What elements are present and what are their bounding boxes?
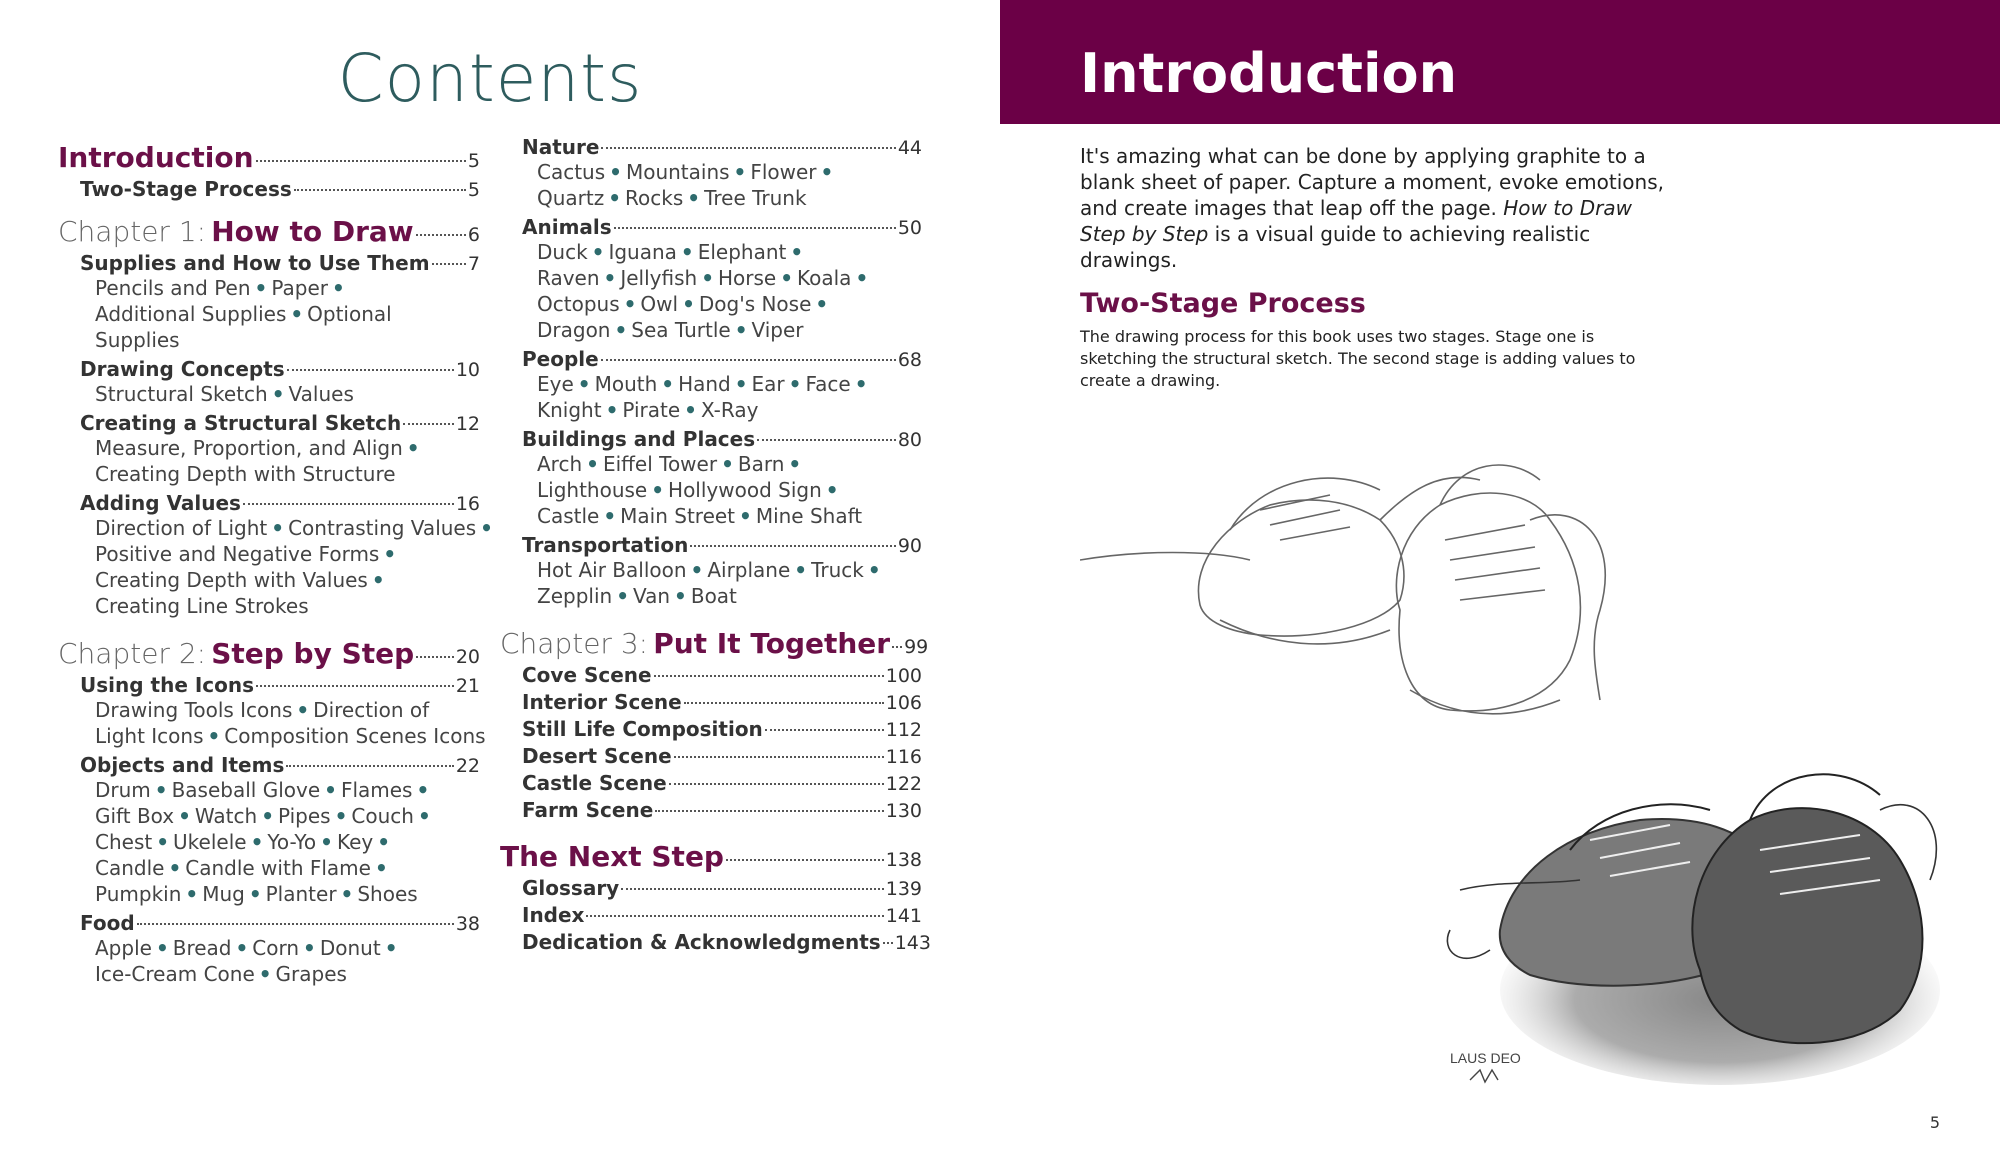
toc-subtopic: Creating Depth with Structure xyxy=(95,462,396,486)
toc-subtopics xyxy=(500,371,922,423)
toc-subtopic: Owl xyxy=(640,292,679,316)
bullet-icon: • xyxy=(682,292,695,316)
toc-subtopic: Contrasting Values xyxy=(288,516,477,540)
toc-subtopic-line xyxy=(95,803,480,829)
bullet-icon: • xyxy=(235,936,249,960)
toc-subtopics xyxy=(58,697,486,749)
toc-subtopic: Drawing Tools Icons xyxy=(95,698,293,722)
toc-subtopic: Quartz xyxy=(537,186,605,210)
toc-subtopic: Castle xyxy=(537,504,600,528)
toc-subtopic: Hot Air Balloon xyxy=(537,558,687,582)
toc-subtopic: Hollywood Sign xyxy=(668,478,822,502)
bullet-icon: • xyxy=(734,318,748,342)
toc-subtopic-line xyxy=(537,185,922,211)
toc-entry-introduction[interactable]: Introduction 5 xyxy=(58,141,480,174)
bullet-icon: • xyxy=(384,936,398,960)
toc-entry-people[interactable]: People 68 xyxy=(522,347,922,371)
toc-entry-end-matter[interactable] xyxy=(500,876,922,900)
toc-subtopic-line xyxy=(95,777,480,803)
toc-subtopic: Main Street xyxy=(620,504,736,528)
toc-subtopic: Chest xyxy=(95,830,153,854)
toc-subtopic: Candle xyxy=(95,856,165,880)
toc-subtopic-line xyxy=(537,477,922,503)
bullet-icon: • xyxy=(687,186,701,210)
bullet-icon: • xyxy=(794,558,808,582)
bullet-icon: • xyxy=(739,504,752,528)
bullet-icon: • xyxy=(371,568,385,592)
toc-entry-label: Dedication & Acknowledgments xyxy=(522,930,881,954)
toc-entry-scene[interactable] xyxy=(500,663,922,687)
bullet-icon: • xyxy=(820,160,834,184)
toc-subtopic: Ice-Cream Cone xyxy=(95,962,255,986)
bullet-icon: • xyxy=(616,584,629,608)
bullet-icon: • xyxy=(721,452,734,476)
toc-entry-page: 116 xyxy=(885,746,922,768)
toc-subtopic-line xyxy=(537,291,922,317)
toc-subtopic: Knight xyxy=(537,398,602,422)
toc-subtopic: Ukelele xyxy=(173,830,247,854)
bullet-icon: • xyxy=(261,804,274,828)
bullet-icon: • xyxy=(334,804,348,828)
bullet-icon: • xyxy=(303,936,316,960)
toc-subtopic: Dog's Nose xyxy=(698,292,812,316)
toc-entry-end-matter[interactable] xyxy=(500,930,931,954)
toc-entry-objects[interactable]: Objects and Items 22 xyxy=(80,753,480,777)
bullet-icon: • xyxy=(586,452,599,476)
bullet-icon: • xyxy=(854,372,868,396)
page-number: 5 xyxy=(1929,1113,1940,1132)
toc-entry-label: Still Life Composition xyxy=(522,717,763,741)
bullet-icon: • xyxy=(271,382,285,406)
bullet-icon: • xyxy=(623,292,637,316)
toc-subtopic: Shoes xyxy=(357,882,418,906)
toc-subtopic: Horse xyxy=(717,266,777,290)
toc-subtopic: Ear xyxy=(751,372,785,396)
toc-column-2 xyxy=(500,135,931,954)
toc-subtopic-line xyxy=(95,275,480,301)
toc-subtopic-line xyxy=(537,265,922,291)
bullet-icon: • xyxy=(207,724,221,748)
toc-subtopic-line xyxy=(95,515,493,541)
bullet-icon: • xyxy=(701,266,714,290)
toc-entry-page: 112 xyxy=(885,719,922,741)
bullet-icon: • xyxy=(331,276,345,300)
toc-subtopic: Values xyxy=(288,382,354,406)
toc-subtopic-line xyxy=(537,557,922,583)
toc-subtopic-line xyxy=(537,397,922,423)
toc-subtopic: Truck xyxy=(811,558,864,582)
toc-subtopic-line xyxy=(95,697,480,723)
bullet-icon: • xyxy=(733,160,747,184)
bullet-icon: • xyxy=(614,318,628,342)
toc-entry-page: 106 xyxy=(885,692,922,714)
bullet-icon: • xyxy=(609,160,622,184)
toc-subtopic: Supplies xyxy=(95,328,180,352)
toc-subtopic: Candle with Flame xyxy=(185,856,371,880)
bullet-icon: • xyxy=(296,698,310,722)
toc-subtopic: Structural Sketch xyxy=(95,382,268,406)
bullet-icon: • xyxy=(605,398,619,422)
toc-subtopic: Airplane xyxy=(707,558,791,582)
structural-sketch-shoes xyxy=(1080,465,1605,714)
toc-entry-label: Farm Scene xyxy=(522,798,654,822)
toc-subtopic: Gift Box xyxy=(95,804,175,828)
bullet-icon: • xyxy=(788,372,802,396)
toc-subtopic: Direction of xyxy=(313,698,430,722)
toc-entry-next-step[interactable]: The Next Step 138 xyxy=(500,840,922,873)
toc-subtopics xyxy=(58,435,480,487)
toc-subtopics xyxy=(500,451,922,529)
bullet-icon: • xyxy=(324,778,337,802)
toc-subtopic: Composition Scenes Icons xyxy=(224,724,486,748)
artist-signature xyxy=(1450,1050,1521,1082)
section-paragraph: The drawing process for this book uses two stages. Stage one is sketching the structural sketch. The second stage is adding values to create a drawing. xyxy=(1080,327,1636,390)
bullet-icon: • xyxy=(178,804,191,828)
toc-subtopic-line xyxy=(95,567,480,593)
toc-subtopic-line xyxy=(95,301,480,327)
toc-subtopic: Pipes xyxy=(277,804,331,828)
bullet-icon: • xyxy=(320,830,333,854)
toc-subtopic: Additional Supplies xyxy=(95,302,287,326)
toc-entry-buildings[interactable]: Buildings and Places 80 xyxy=(522,427,922,451)
toc-subtopic: Pirate xyxy=(622,398,681,422)
toc-end-matter-list xyxy=(500,876,931,954)
toc-subtopic-line xyxy=(537,451,922,477)
bullet-icon: • xyxy=(867,558,881,582)
toc-subtopic: Dragon xyxy=(537,318,611,342)
bullet-icon: • xyxy=(168,856,182,880)
bullet-icon: • xyxy=(674,584,687,608)
bullet-icon: • xyxy=(254,276,268,300)
toc-entry-label: Glossary xyxy=(522,876,620,900)
toc-subtopics xyxy=(58,275,480,353)
bullet-icon: • xyxy=(825,478,839,502)
toc-subtopic: Iguana xyxy=(608,240,677,264)
toc-subtopic: Couch xyxy=(351,804,414,828)
toc-subtopics xyxy=(58,515,493,619)
bullet-icon: • xyxy=(250,830,264,854)
bullet-icon: • xyxy=(790,240,804,264)
toc-entry-transportation[interactable]: Transportation 90 xyxy=(522,533,922,557)
toc-subtopic: Boat xyxy=(690,584,737,608)
toc-subtopic-line xyxy=(95,381,480,407)
toc-subtopic: Eye xyxy=(537,372,574,396)
toc-subtopic-line xyxy=(95,327,480,353)
toc-entry-label: Desert Scene xyxy=(522,744,672,768)
toc-subtopic: Zepplin xyxy=(537,584,613,608)
toc-subtopic: Flames xyxy=(340,778,413,802)
bullet-icon: • xyxy=(155,936,169,960)
toc-subtopic: Tree Trunk xyxy=(704,186,807,210)
toc-entry-scene[interactable] xyxy=(500,771,922,795)
toc-subtopic: Mine Shaft xyxy=(755,504,863,528)
toc-subtopic-line xyxy=(537,583,922,609)
bullet-icon: • xyxy=(591,240,605,264)
toc-entry-supplies[interactable]: Supplies and How to Use Them 7 xyxy=(80,251,480,275)
bullet-icon: • xyxy=(258,962,272,986)
toc-entry-label: Index xyxy=(522,903,585,927)
bullet-icon: • xyxy=(577,372,591,396)
toc-subtopic-line xyxy=(537,371,922,397)
toc-subtopic-line xyxy=(537,239,922,265)
toc-subtopic: Flower xyxy=(750,160,817,184)
toc-entry-scene[interactable] xyxy=(500,798,922,822)
bullet-icon: • xyxy=(271,516,285,540)
bullet-icon: • xyxy=(185,882,199,906)
toc-subtopic: Pumpkin xyxy=(95,882,182,906)
toc-entry-end-matter[interactable] xyxy=(500,903,922,927)
contents-title: Contents xyxy=(337,40,643,117)
toc-subtopic: X-Ray xyxy=(700,398,759,422)
toc-subtopic-line xyxy=(95,541,480,567)
bullet-icon: • xyxy=(377,830,391,854)
toc-subtopics xyxy=(500,557,922,609)
toc-chapter-3[interactable]: Chapter 3: Put It Together 99 xyxy=(500,627,929,660)
toc-subtopic-line xyxy=(95,829,480,855)
toc-subtopic: Mountains xyxy=(625,160,730,184)
toc-entry-page: 100 xyxy=(885,665,922,687)
toc-chapter-3-list xyxy=(500,663,922,822)
bullet-icon: • xyxy=(651,478,665,502)
toc-entry-page: 141 xyxy=(885,905,922,927)
bullet-icon: • xyxy=(780,266,794,290)
bullet-icon: • xyxy=(684,398,697,422)
bullet-icon: • xyxy=(416,778,430,802)
toc-subtopic: Hand xyxy=(678,372,731,396)
toc-subtopic-line xyxy=(95,881,480,907)
toc-subtopic: Octopus xyxy=(537,292,620,316)
toc-subtopic: Optional xyxy=(307,302,392,326)
toc-entry-page: 143 xyxy=(894,932,931,954)
toc-subtopic: Planter xyxy=(265,882,337,906)
toc-subtopic-line xyxy=(95,855,480,881)
toc-subtopic: Baseball Glove xyxy=(171,778,321,802)
bullet-icon: • xyxy=(290,302,304,326)
toc-entry-scene[interactable] xyxy=(500,744,922,768)
bullet-icon: • xyxy=(603,266,617,290)
toc-subtopic: Viper xyxy=(751,318,804,342)
bullet-icon: • xyxy=(417,804,431,828)
toc-subtopic: Measure, Proportion, and Align xyxy=(95,436,403,460)
toc-entry-scene[interactable] xyxy=(500,690,922,714)
bullet-icon: • xyxy=(406,436,420,460)
toc-subtopic-line xyxy=(95,435,480,461)
toc-subtopic: Key xyxy=(336,830,374,854)
toc-subtopic: Mouth xyxy=(594,372,658,396)
toc-subtopic-line xyxy=(95,593,480,619)
toc-subtopic: Raven xyxy=(537,266,600,290)
toc-subtopic: Van xyxy=(632,584,671,608)
introduction-page xyxy=(1000,0,2000,1176)
bullet-icon: • xyxy=(603,504,617,528)
toc-subtopic: Grapes xyxy=(275,962,347,986)
shoes-drawing xyxy=(1080,410,1960,1110)
toc-subtopic-line xyxy=(95,961,480,987)
svg-text:LAUS DEO: LAUS DEO xyxy=(1450,1050,1521,1066)
toc-subtopic: Donut xyxy=(319,936,381,960)
toc-column-1 xyxy=(58,135,493,991)
toc-entry-structural-sketch[interactable]: Creating a Structural Sketch 12 xyxy=(80,411,480,435)
toc-subtopic: Barn xyxy=(737,452,785,476)
toc-subtopic-line xyxy=(537,159,922,185)
toc-subtopics xyxy=(500,159,922,211)
toc-subtopic: Pencils and Pen xyxy=(95,276,251,300)
toc-entry-animals[interactable]: Animals 50 xyxy=(522,215,922,239)
bullet-icon: • xyxy=(156,830,170,854)
toc-chapter-1[interactable]: Chapter 1: How to Draw 6 xyxy=(58,215,480,248)
toc-subtopic: Jellyfish xyxy=(620,266,698,290)
toc-chapter-2[interactable]: Chapter 2: Step by Step 20 xyxy=(58,637,480,670)
toc-entry-food[interactable]: Food 38 xyxy=(80,911,480,935)
toc-subtopic: Creating Line Strokes xyxy=(95,594,309,618)
toc-entry-adding-values[interactable]: Adding Values 16 xyxy=(80,491,480,515)
toc-entry-label: Castle Scene xyxy=(522,771,667,795)
toc-subtopic: Face xyxy=(805,372,851,396)
bullet-icon: • xyxy=(340,882,354,906)
toc-subtopic: Apple xyxy=(95,936,152,960)
toc-subtopic: Eiffel Tower xyxy=(602,452,718,476)
toc-subtopic: Elephant xyxy=(697,240,787,264)
intro-paragraph: It's amazing what can be done by applying graphite to a blank sheet of paper. Capture a moment, evoke emotions, and create images that leap off the page. How to Draw Step by Step is a visual guide to achieving realistic drawings. xyxy=(1080,144,1664,272)
toc-subtopic-line xyxy=(95,461,480,487)
bullet-icon: • xyxy=(374,856,388,880)
bullet-icon: • xyxy=(383,542,397,566)
toc-entry-page: 122 xyxy=(885,773,922,795)
toc-entry-two-stage[interactable]: Two-Stage Process 5 xyxy=(80,177,480,201)
toc-entry-page: 130 xyxy=(885,800,922,822)
toc-entry-using-icons[interactable]: Using the Icons 21 xyxy=(80,673,480,697)
toc-subtopic: Drum xyxy=(95,778,151,802)
toc-subtopics xyxy=(58,381,480,407)
bullet-icon: • xyxy=(248,882,262,906)
toc-subtopics xyxy=(500,239,922,343)
toc-entry-label: Interior Scene xyxy=(522,690,682,714)
toc-subtopic: Positive and Negative Forms xyxy=(95,542,380,566)
bullet-icon: • xyxy=(480,516,493,540)
bullet-icon: • xyxy=(815,292,829,316)
toc-subtopic-line xyxy=(537,503,922,529)
bullet-icon: • xyxy=(661,372,675,396)
bullet-icon: • xyxy=(690,558,704,582)
toc-subtopic: Creating Depth with Values xyxy=(95,568,368,592)
toc-entry-scene[interactable] xyxy=(500,717,922,741)
toc-subtopic: Paper xyxy=(271,276,328,300)
toc-subtopic: Direction of Light xyxy=(95,516,268,540)
toc-subtopics xyxy=(58,777,480,907)
toc-subtopic: Cactus xyxy=(537,160,606,184)
section-title: Two-Stage Process xyxy=(1080,288,1366,319)
toc-subtopics xyxy=(58,935,480,987)
toc-entry-nature[interactable]: Nature 44 xyxy=(522,135,922,159)
toc-subtopic: Lighthouse xyxy=(537,478,648,502)
bullet-icon: • xyxy=(154,778,168,802)
toc-subtopic-line xyxy=(537,317,922,343)
toc-subtopic: Sea Turtle xyxy=(631,318,731,342)
toc-subtopic: Corn xyxy=(252,936,300,960)
toc-subtopic-line xyxy=(95,723,486,749)
toc-entry-drawing-concepts[interactable]: Drawing Concepts 10 xyxy=(80,357,480,381)
toc-subtopic: Yo-Yo xyxy=(267,830,317,854)
toc-entry-page: 139 xyxy=(885,878,922,900)
toc-subtopic: Light Icons xyxy=(95,724,204,748)
bullet-icon: • xyxy=(788,452,802,476)
bullet-icon: • xyxy=(680,240,694,264)
toc-entry-label: Cove Scene xyxy=(522,663,652,687)
shaded-shoes xyxy=(1447,774,1940,1085)
toc-subtopic: Watch xyxy=(194,804,258,828)
toc-subtopic: Bread xyxy=(172,936,232,960)
toc-subtopic: Rocks xyxy=(625,186,684,210)
toc-subtopic: Mug xyxy=(202,882,245,906)
bullet-icon: • xyxy=(608,186,622,210)
toc-subtopic-line xyxy=(95,935,480,961)
toc-subtopic: Koala xyxy=(797,266,852,290)
intro-title: Introduction xyxy=(1080,42,1458,105)
toc-subtopic: Duck xyxy=(537,240,588,264)
bullet-icon: • xyxy=(734,372,748,396)
bullet-icon: • xyxy=(855,266,869,290)
toc-subtopic: Arch xyxy=(537,452,583,476)
